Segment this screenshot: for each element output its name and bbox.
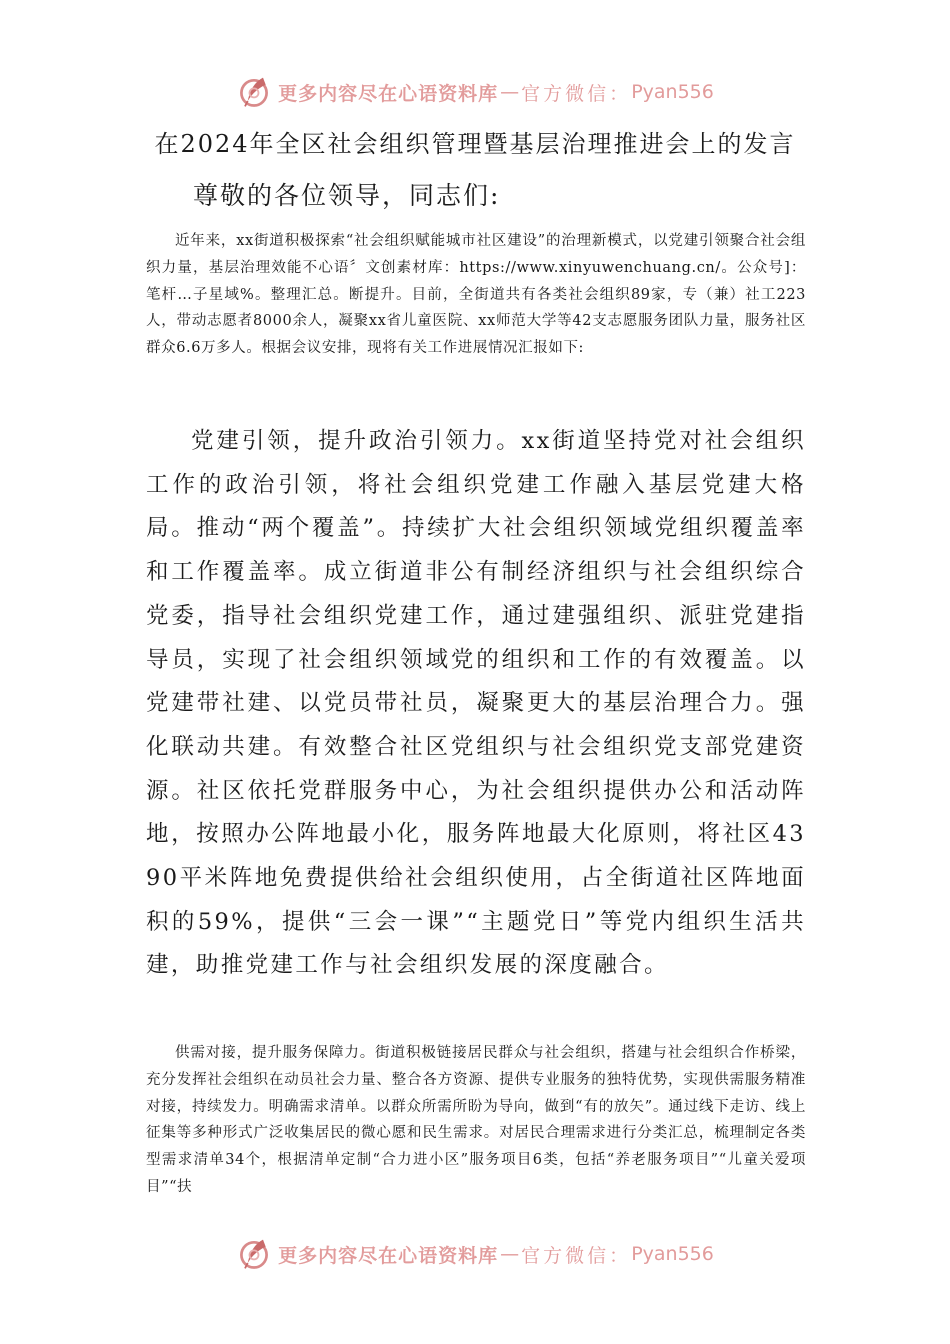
paragraph-party-building: 党建引领，提升政治引领力。xx街道坚持党对社会组织工作的政治引领，将社会组织党建工作融入基层党建大格局。推动“两个覆盖”。持续扩大社会组织领域党组织覆盖率和工作覆盖率。成立街道非公有制经济组织与社会组织综合党委，指导社会组织党建工作，通过建强组织、派驻党建指导员，实现了社会组织领域党的组织和工作的有效覆盖。以党建带社建、以党员带社员，凝聚更大的基层治理合力。强化联动共建。有效整合社区党组织与社会组织党支部党建资源。社区依托党群服务中心，为社会组织提供办公和活动阵地，按照办公阵地最小化，服务阵地最大化原则，将社区4390平米阵地免费提供给社会组织使用，占全街道社区阵地面积的59%，提供“三会一课”“主题党日”等党内组织生活共建，助推党建工作与社会组织发展的深度融合。 [146, 428, 806, 979]
watermark-wechat-id: Pyan556 [631, 81, 714, 103]
watermark-wechat-label: 官方微信： [521, 1244, 632, 1267]
watermark-footer [0, 1232, 950, 1276]
watermark-site-text: 更多内容尽在心语资料库 [278, 82, 499, 105]
paragraph-intro: 近年来，xx街道积极探索“社会组织赋能城市社区建设”的治理新模式，以党建引领聚合社会组织力量，基层治理效能不心语〞文创素材库：https://www.xinyuwenchuang.cn/。公众号]：笔杆…子星域%。整理汇总。断提升。目前，全街道共有各类社会组织89家，专（兼）社工223人，带动志愿者8000余人，凝聚xx省儿童医院、xx师范大学等42支志愿服务团队力量，服务社区群众6.6万多人。根据会议安排，现将有关工作进展情况汇报如下: [146, 233, 806, 357]
quill-logo-icon [236, 1236, 272, 1272]
watermark-separator: — [500, 1243, 520, 1265]
salutation: 尊敬的各位领导，同志们: [193, 181, 501, 210]
watermark-wechat-id: Pyan556 [631, 1243, 714, 1265]
watermark-wechat-label: 官方微信： [521, 82, 632, 105]
watermark-header [0, 70, 950, 114]
paragraph-supply-demand: 供需对接，提升服务保障力。街道积极链接居民群众与社会组织，搭建与社会组织合作桥梁，充分发挥社会组织在动员社会力量、整合各方资源、提供专业服务的独特优势，实现供需服务精准对接，持续发力。明确需求清单。以群众所需所盼为导向，做到“有的放矢”。通过线下走访、线上征集等多种形式广泛收集居民的微心愿和民生需求。对居民合理需求进行分类汇总，梳理制定各类型需求清单34个，根据清单定制“合力进小区”服务项目6类，包括“养老服务项目”“儿童关爱项目”“扶 [146, 1045, 806, 1195]
watermark-separator: — [500, 81, 520, 103]
document-title: 在2024年全区社会组织管理暨基层治理推进会上的发言 [154, 130, 796, 158]
watermark-site-text: 更多内容尽在心语资料库 [278, 1244, 499, 1267]
quill-logo-icon [236, 74, 272, 110]
